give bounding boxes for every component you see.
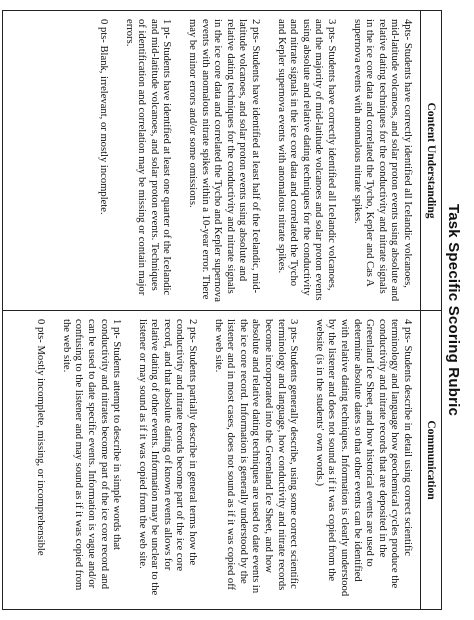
rubric-table	[2, 10, 442, 610]
column-header-content: Content Understanding	[420, 11, 441, 310]
communication-column	[3, 311, 441, 609]
communication-level-1: 1 pt- Students attempt to describe in simple words that conductivity and nitrates become part of the ice core record and can be used to date specific events. Information is vague and/or confusing to the listener and may sound as if it was copied from the web site.	[60, 319, 123, 591]
content-understanding-column	[3, 11, 441, 311]
column-header-communication: Communication	[420, 311, 441, 609]
content-level-4: 4pts- Students have correctly identified all Icelandic volcanoes, mid-latitude volcanoes, and solar proton events using absolute and relative dating techniques for the conductivity and nitrate signals in the ice core data and correlated the Tycho, Kepler and Cas A supernova events with anomalous nitrate spikes.	[351, 19, 413, 302]
content-level-0: 0 pts- Blank, irrelevant, or mostly incomplete.	[98, 19, 110, 215]
content-level-2: 2 pts- Students have identified at least half of the Icelandic, mid-latitude volcanoes, and solar proton events using absolute and relative dating techniques for the conductivity and nitrate signals in the ice core data and correlated the Tycho and Kepler supernova events with anomalous nitrate spikes within a 10-year error. There may be minor errors and/or some omissions.	[187, 19, 262, 302]
communication-level-2: 2 pts- Students partially describe in general terms how the conductivity and nitrate records become part of the ice core record, and that absolute dating of known events allows for relative dating of other events. Information may be unclear to the listener or may sound as if it was copied from the web site.	[136, 319, 199, 596]
column-body-communication	[34, 311, 420, 609]
column-body-content	[97, 11, 420, 310]
communication-level-4: 4 pts- Students describe in detail using correct scientific terminology and language how geochemical cycles produce the conductivity and nitrate records that are deposited in the Greenland Ice Sheet, and how historical events are used to determine absolute dates so that other events can be identified with relative dating techniques. Information is clearly understood by the listener and does not sound as if it was copied from the website (is in the students' own words.)	[313, 319, 413, 597]
communication-level-0: 0 pts- Mostly incomplete, missing, or incomprehensible	[35, 319, 47, 556]
content-level-1: 1 pt- Students have identified at least one quarter of the Icelandic and mid-latitude volcanoes, and solar proton events. Techniques of identification and correlation may be missing or contain major errors.	[123, 19, 173, 296]
communication-level-3: 3 pts- Students generally describe, using some correct scientific terminology and language, how conductivity and nitrate records become incorporated into the Greenland Ice Sheet, and how absolute and relative dating techniques are used to date events in the ice core record. Information is generally understood by the listener and in most cases, does not sound as if it was copied off the web site.	[212, 319, 300, 594]
rubric-title: Task Specific Scoring Rubric	[445, 203, 462, 417]
content-level-3: 3 pts- Students have correctly identified all Icelandic volcanoes, and the majority of mid-latitude volcanoes and solar proton events using absolute and relative dating techniques for the conductivity and nitrate signals in the ice core data and correlated the Tycho and Kepler supernova events with anomalous nitrate spikes.	[275, 19, 338, 301]
